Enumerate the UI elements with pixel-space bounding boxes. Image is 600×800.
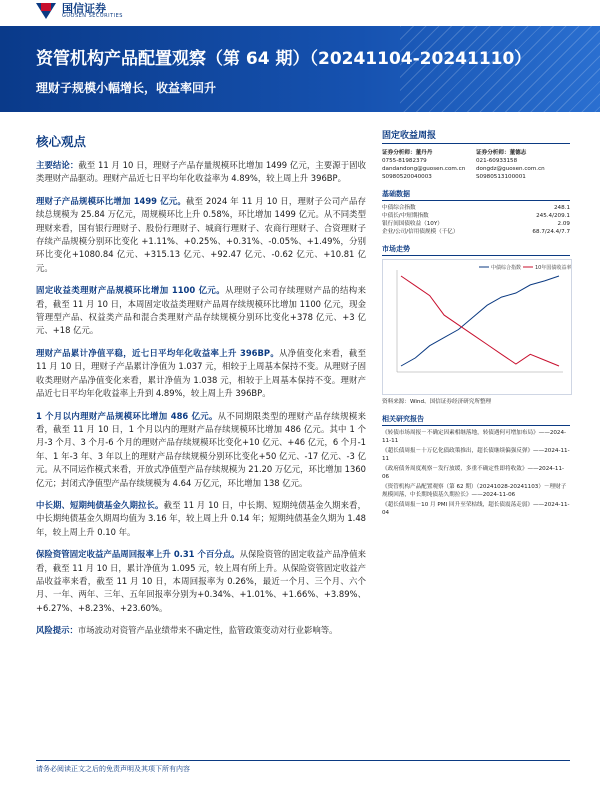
series-line-index — [401, 276, 559, 366]
paragraph-summary: 主要结论：截至 11 月 10 日，理财子产品存量规模环比增加 1499 亿元，主要源于固收类理财产品驱动。理财产品近七日平均年化收益率为 4.89%，较上周上升 396BP。 — [36, 160, 366, 184]
core-views-heading: 核心观点 — [36, 134, 87, 149]
logo-cn: 国信证券 — [62, 2, 106, 15]
stat-row: 中债长/中短期指数 245.4/209.1 — [382, 213, 570, 219]
paragraph-insurance: 保险资管固定收益产品周回报率上升 0.31 个百分点。从保险资管的固定收益产品净值来看，截至 11 月 10 日，累计净值为 1.095 元，较上周有所上升。从保险资管固定收益产品收益率来看，截至 11 月 10 日，本周回报率为 0.26%，最近一个月、三个月、六个月、一年、两年、三年、五年回报率分别为+0.34%、+1.01%、+1.66%、+3.89%、+6.27%、+8.23%、+23.60%。 — [36, 549, 367, 613]
paragraph-duration: 中长期、短期纯债基金久期拉长。截至 11 月 10 日，中长期、短期纯债基金久期来看，中长期纯债基金久期周均值为 3.16 年，较上周上升 0.14 年；短期纯债基金久期为 1.48 年，较上周上升 0.10 年。 — [36, 499, 366, 537]
report-subtitle: 理财子规模小幅增长，收益率回升 — [36, 81, 217, 95]
stat-row: 银行间国债收益（10Y） 2.09 — [382, 221, 570, 227]
legend-label-index: 中债综合指数 — [491, 265, 522, 271]
banner-decoration — [400, 26, 600, 112]
analyst-2-email[interactable]: dongdz@guosen.com.cn — [476, 166, 545, 172]
report-type: 固定收益周报 — [382, 132, 570, 144]
paragraph-nav: 理财产品累计净值平稳，近七日平均年化收益率上升 396BP。从净值变化来看，截至 11 月 10 日，理财子产品累计净值为 1.037 元，相较于上周基本保持不变。从理财子固收类理财产品净值变化来看，累计净值为 1.038 元，相较于上周基本保持不变。理财产品近七日平均年化收益率上升到 4.89%，较上周上升 396BP。 — [36, 347, 366, 399]
analyst-1-email[interactable]: dandandong@guosen.com.cn — [382, 166, 466, 172]
disclaimer-note: 请务必阅读正文之后的免责声明及其项下所有内容 — [36, 765, 190, 773]
core-views-column — [36, 132, 366, 638]
stat-row: 企业/公司/信用债规模（千亿） 68.7/24.4/7.7 — [382, 229, 570, 235]
legend-label-yield: 10年国债收益率 — [535, 265, 571, 271]
related-report-item[interactable]: 《超长债周报－十万亿化债政策推出，超长债继续偏强反弹》——2024-11-11 — [382, 448, 570, 462]
paragraph-scale: 理财子产品规模环比增加 1499 亿元。截至 2024 年 11 月 10 日，理财子公司产品存续总规模为 25.84 万亿元，周规模环比上升 0.58%，环比增加 1499 亿元。从不同类型理财来看，国有银行理财子、股份行理财子、城商行理财子、农商行理财子、合资理财子存续产品规模分别环比变化 +1.11%、+0.25%、+0.31%、-0.05%、+1.49%，分别环比变化+1080.84 亿元、+315.13 亿元、+92.47 亿元、-0.62 亿元、+10.81 亿元。 — [36, 195, 366, 273]
trend-chart-svg — [383, 260, 571, 394]
logo-icon — [36, 1, 56, 21]
title-banner — [0, 26, 600, 112]
market-trend-heading: 市场走势 — [382, 245, 570, 256]
report-title: 资管机构产品配置观察（第 64 期）（20241104-20241110） — [36, 49, 532, 69]
company-logo — [36, 0, 123, 22]
analyst-1: 证券分析师：董丹丹 0755-81982379 dandandong@guosen.com.cn S0980520040003 — [382, 149, 476, 181]
analyst-block — [382, 149, 570, 181]
chart-source-note: 资料来源：Wind、国信证券经济研究所整理 — [382, 399, 492, 405]
stat-row: 中债综合指数 248.1 — [382, 205, 570, 211]
paragraph-maturity: 1 个月以内理财产品规模环比增加 486 亿元。从不同期限类型的理财产品存续规模来看，截至 11 月 10 日，1 个月以内的理财产品存续规模环比增加 486 亿元。其中 1 个月-3 个月、3 个月-6 个月的理财产品存续规模环比变化+10 亿元、+46 亿元，6 个月-1 年、1 年-3 年、3 年以上的理财产品存续规模分别环比变化+50 亿元、-17 亿元、-3 亿元。从不同运作模式来看，开放式净值型产品存续规模为 21.20 万亿元，环比增加 1360 亿元；封闭式净值型产品存续规模为 4.64 万亿元，环比增加 138 亿元。 — [36, 410, 367, 488]
related-report-item[interactable]: 《转债市场周报－不确定因素相继落地，转债遇何可增加布局》——2024-11-11 — [382, 430, 567, 444]
sidebar — [382, 132, 570, 517]
related-research-heading: 相关研究报告 — [382, 415, 570, 426]
paragraph-risk: 风险提示：市场波动对资管产品业绩带来不确定性，监管政策变动对行业影响等。 — [36, 625, 338, 636]
related-report-item[interactable]: 《资管机构产品配置观察（第 62 期）（20241028-20241103）－理财子规模回落，中长期纯债基久期拉长》——2024-11-06 — [382, 484, 567, 498]
related-report-item[interactable]: 《政府债务周度观察－发行放缓，多重不确定性即将收敛》——2024-11-06 — [382, 466, 565, 480]
analyst-2: 证券分析师：董德志 021-60933158 dongdz@guosen.com.cn S0980513100001 — [476, 149, 570, 181]
paragraph-fixed-income: 固定收益类理财产品规模环比增加 1100 亿元。从理财子公司存续理财产品的结构来看，截至 11 月 10 日，本周固定收益类理财产品周存续规模环比增加 1100 亿元，现金管理型产品、权益类产品和混合类理财产品存续规模分别环比变化+378 亿元、+3 亿元、+18 亿元。 — [36, 285, 367, 336]
basic-data-heading: 基础数据 — [382, 190, 570, 201]
market-trend-chart — [382, 259, 572, 395]
logo-en: GUOSEN SECURITIES — [62, 13, 123, 19]
series-line-yield — [401, 276, 559, 366]
footer — [36, 760, 570, 774]
related-report-item[interactable]: 《超长债周报－10 月 PMI 回升至荣枯线，超长债震荡走弱》——2024-11-04 — [382, 502, 570, 516]
